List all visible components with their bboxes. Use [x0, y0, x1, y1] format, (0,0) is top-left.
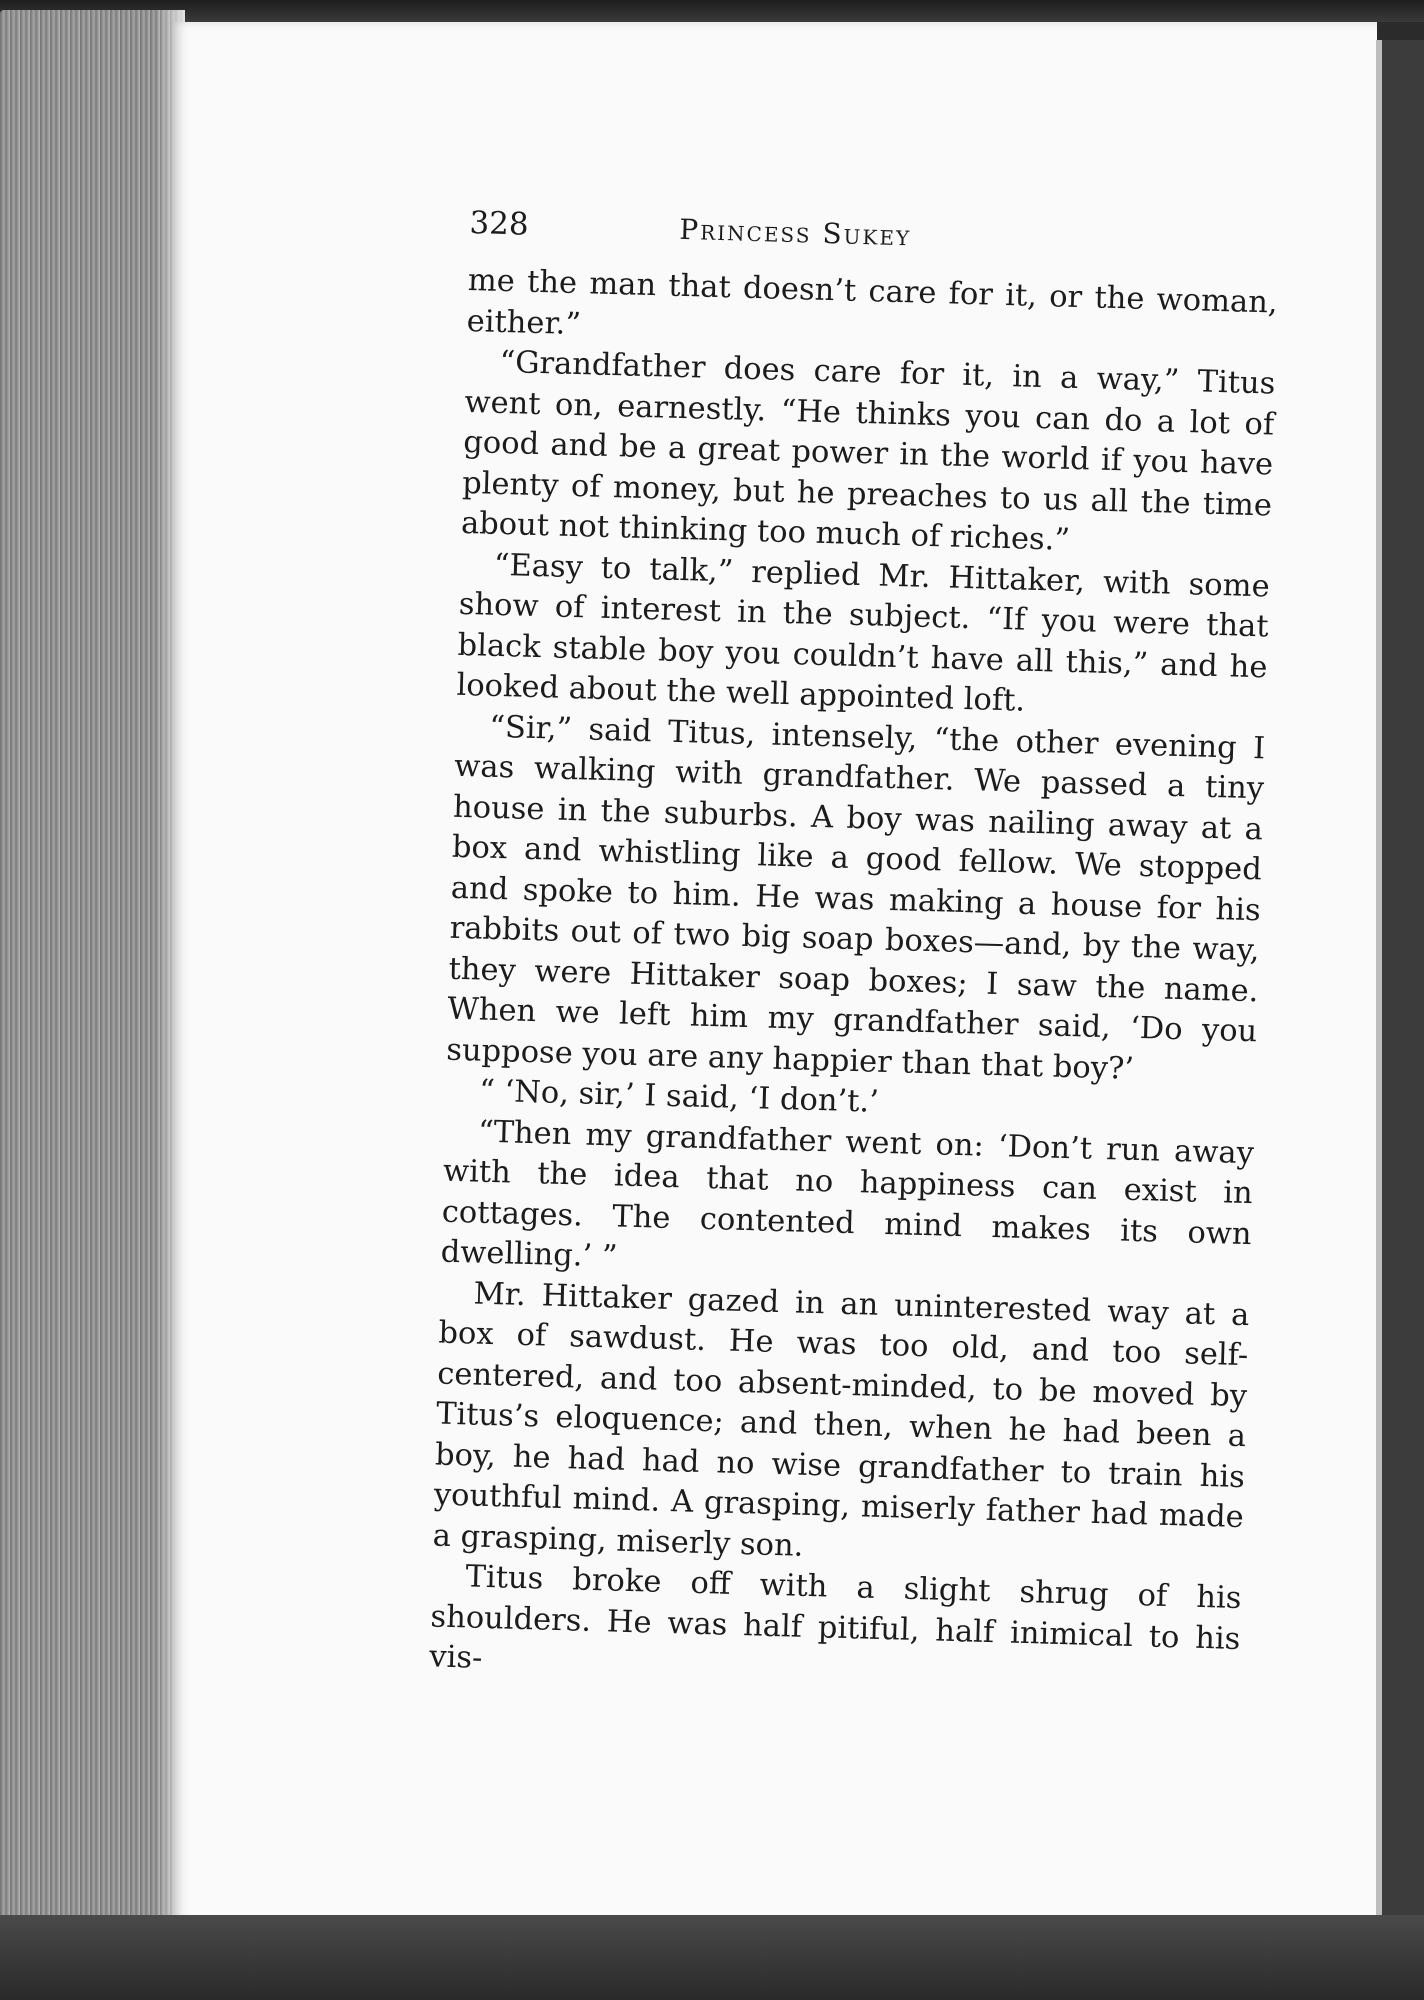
- running-head-title: Princess Sukey: [678, 212, 912, 253]
- page-text-block: [429, 205, 1280, 1701]
- paragraph: “Then my grandfather went on: ‘Don’t run away with the idea that no happiness can exist in cottages. The contented mind makes its own dwelling.’ ”: [440, 1114, 1255, 1275]
- page-stack-edge: [0, 10, 185, 1920]
- bottom-shadow: [0, 1915, 1424, 2000]
- paragraph: me the man that doesn’t care for it, or the woman, either.”: [466, 262, 1279, 342]
- page-number: 328: [468, 205, 530, 243]
- top-shadow: [0, 0, 1424, 22]
- paragraph: Titus broke off with a slight shrug of his shoulders. He was half pitiful, half inimical to his vis-: [428, 1559, 1242, 1676]
- paragraph: Mr. Hittaker gazed in an uninterested way at a box of sawdust. He was too old, and too self-centered, and too absent-minded, to be moved by Titus’s eloquence; and then, when he had been a boy, he had had no wise grandfather to train his youthful mind. A grasping, miserly father had made a grasping, miserly son.: [432, 1276, 1250, 1564]
- paragraph: “ ‘No, sir,’ I said, ‘I don’t.’: [478, 1073, 880, 1120]
- paragraph: “Sir,” said Titus, intensely, “the other evening I was walking with grandfather. We passed a tiny house in the suburbs. A boy was nailing away at a box and whistling like a good fellow. We stopped and spoke to him. He was making a house for his rabbits out of two big soap boxes—and, by the way, they were Hittaker soap boxes; I saw the name. When we left him my grandfather said, ‘Do you suppose you are any happier than that boy?’: [445, 709, 1266, 1087]
- right-page-edge: [1376, 40, 1424, 2000]
- paragraph: “Grandfather does care for it, in a way,” Titus went on, earnestly. “He thinks you can do a lot of good and be a great power in the world if you have plenty of money, but he preaches to us all the time about not thinking too much of riches.”: [460, 344, 1276, 558]
- paragraph: “Easy to talk,” replied Mr. Hittaker, with some show of interest in the subject. “If you were that black stable boy you couldn’t have all this,” and he looked about the well appointed loft.: [456, 547, 1271, 719]
